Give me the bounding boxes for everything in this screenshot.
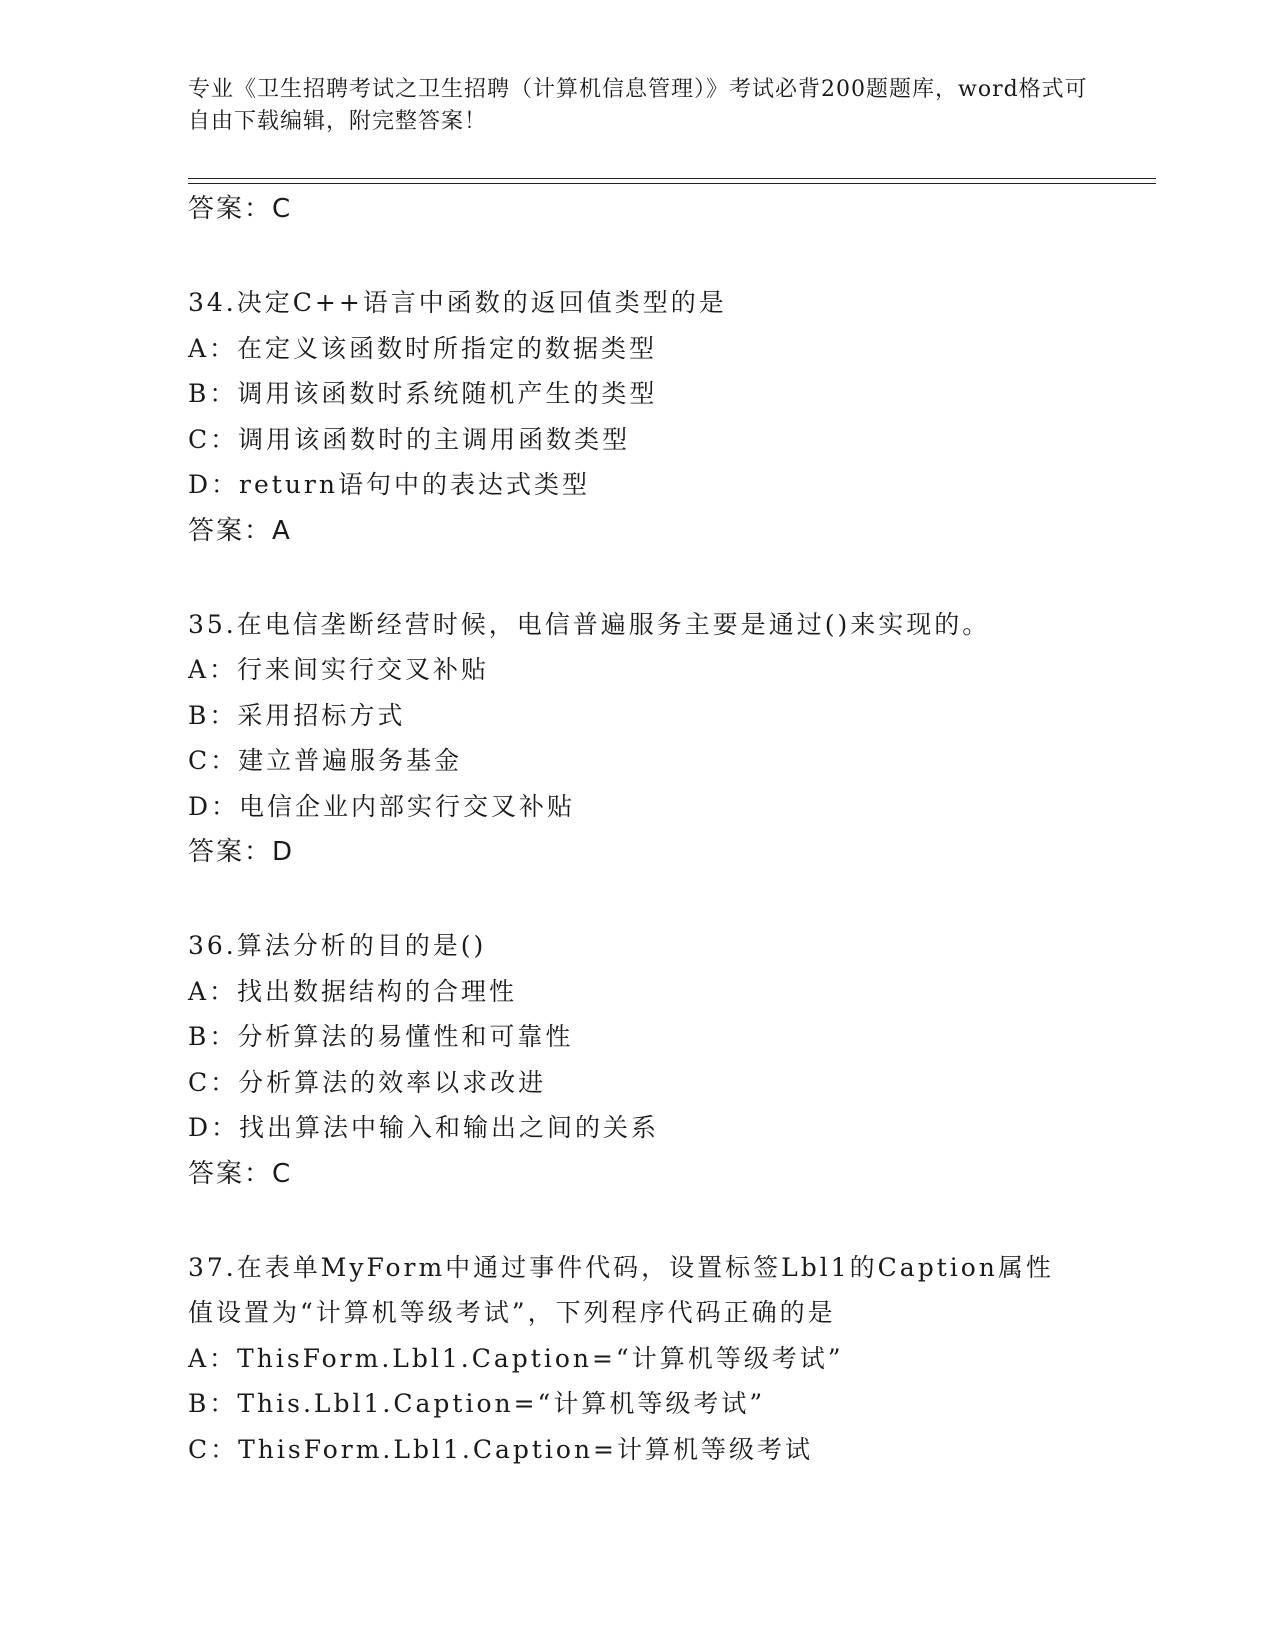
question-34 [188,280,1088,554]
question-title: 36.算法分析的目的是() [188,931,487,960]
option-d: D：return语句中的表达式类型 [188,470,590,499]
option-c: C：建立普遍服务基金 [188,746,463,775]
option-a: A：在定义该函数时所指定的数据类型 [188,333,658,363]
option-b: B：调用该函数时系统随机产生的类型 [188,379,658,408]
option-a: A：行来间实行交叉补贴 [188,655,490,684]
question-title: 37.在表单MyForm中通过事件代码，设置标签Lbl1的Caption属性值设置为“计算机等级考试”，下列程序代码正确的是 [188,1252,1054,1327]
option-b: B：采用招标方式 [188,700,406,730]
header-rule-top [188,178,1156,179]
question-title: 35.在电信垄断经营时候，电信普遍服务主要是通过()来实现的。 [188,609,991,639]
header-rule-bottom [188,183,1156,184]
answer-line: 答案：C [188,1158,293,1189]
answer-line: 答案：A [188,515,292,546]
answer-line: 答案：D [188,837,295,867]
question-title: 34.决定C++语言中函数的返回值类型的是 [188,288,727,317]
answer-line: 答案：C [188,194,293,224]
option-c: C：调用该函数时的主调用函数类型 [188,424,631,454]
option-c: C：ThisForm.Lbl1.Caption=计算机等级考试 [188,1434,813,1464]
option-b: B：分析算法的易懂性和可靠性 [188,1022,574,1051]
option-a: A：ThisForm.Lbl1.Caption=“计算机等级考试” [188,1343,844,1373]
option-c: C：分析算法的效率以求改进 [188,1067,547,1097]
question-35 [188,602,1088,876]
document-content [188,186,1088,1472]
option-d: D：电信企业内部实行交叉补贴 [188,791,576,821]
question-36 [188,923,1088,1197]
page-header: 专业《卫生招聘考试之卫生招聘（计算机信息管理）》考试必背200题题库，word格式可自由下载编辑，附完整答案！ [188,77,1088,134]
option-d: D：找出算法中输入和输出之间的关系 [188,1113,660,1142]
option-b: B：This.Lbl1.Caption=“计算机等级考试” [188,1389,766,1418]
option-a: A：找出数据结构的合理性 [188,976,518,1006]
question-37 [188,1245,1088,1473]
